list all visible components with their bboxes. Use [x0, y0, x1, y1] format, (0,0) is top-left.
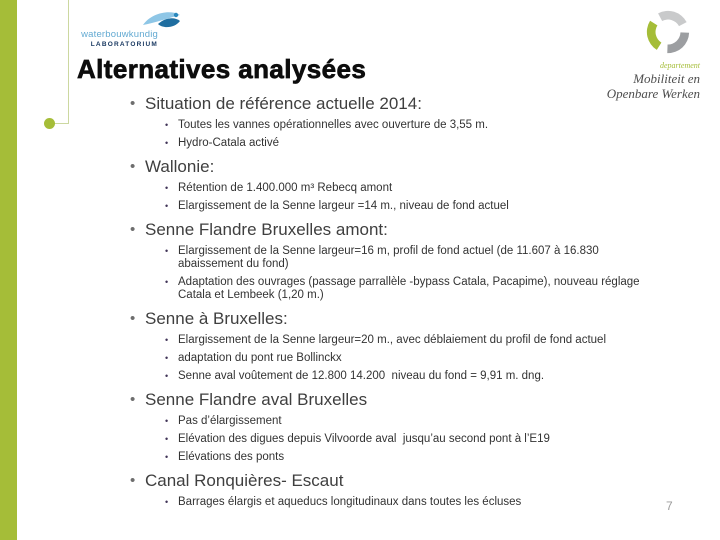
section-heading	[130, 390, 646, 409]
sub-item-text: Barrages élargis et aqueducs longitudinaux dans toutes les écluses	[178, 496, 522, 508]
sub-bullet-icon: •	[165, 497, 169, 507]
logo-right-department: departement	[660, 61, 700, 70]
sub-bullet-icon: •	[165, 120, 169, 130]
section	[130, 471, 646, 509]
sub-bullet-icon: •	[165, 416, 169, 426]
bullet-icon: •	[130, 158, 136, 175]
sub-bullet-icon: •	[165, 183, 169, 193]
decorative-vertical-line	[68, 0, 69, 124]
bullet-icon: •	[130, 310, 136, 327]
sub-item	[130, 334, 646, 347]
sub-item	[130, 200, 646, 213]
sub-item-text: adaptation du pont rue Bollinckx	[178, 352, 342, 364]
sub-item-text: Toutes les vannes opérationnelles avec ouverture de 3,55 m.	[178, 119, 489, 131]
logo-left-subname: LABORATORIUM	[90, 40, 158, 48]
sub-item	[130, 119, 646, 132]
section-heading	[130, 157, 646, 176]
bullet-icon: •	[130, 95, 136, 112]
bullet-list	[130, 94, 646, 516]
sub-item	[130, 245, 646, 271]
sub-item	[130, 352, 646, 365]
bullet-icon: •	[130, 472, 136, 489]
left-accent-bar	[0, 0, 17, 540]
sub-item	[130, 137, 646, 150]
section-heading-text: Situation de référence actuelle 2014:	[145, 94, 422, 113]
sub-item-text: Senne aval voûtement de 12.800 14.200 niveau du fond = 9,91 m. dng.	[178, 370, 545, 382]
logo-right-line1: Mobiliteit en	[633, 71, 700, 86]
section-heading-text: Senne Flandre Bruxelles amont:	[145, 220, 388, 239]
decorative-horizontal-line	[54, 123, 68, 124]
sub-bullet-icon: •	[165, 353, 169, 363]
sub-bullet-icon: •	[165, 335, 169, 345]
sub-bullet-icon: •	[165, 138, 169, 148]
sub-bullet-icon: •	[165, 434, 169, 444]
sub-item-text: Elévation des digues depuis Vilvoorde aval jusqu’au second pont à l’E19	[178, 433, 550, 445]
sub-bullet-icon: •	[165, 246, 169, 256]
sub-item-text: Elargissement de la Senne largeur=16 m, profil de fond actuel (de 11.607 à 16.830 abaissement du fond)	[178, 245, 602, 270]
page-number: 7	[666, 499, 673, 513]
logo-right-line2: Openbare Werken	[606, 86, 700, 101]
sub-bullet-icon: •	[165, 201, 169, 211]
sub-item-text: Elévations des ponts	[178, 451, 285, 463]
section-heading-text: Wallonie:	[145, 157, 215, 176]
waterbouwkundig-laboratorium-logo	[74, 10, 158, 48]
sub-item-text: Pas d’élargissement	[178, 415, 282, 427]
mow-pinwheel-icon	[642, 8, 694, 56]
sub-item	[130, 182, 646, 195]
section-heading	[130, 220, 646, 239]
sub-item-text: Elargissement de la Senne largeur=20 m., avec déblaiement du profil de fond actuel	[178, 334, 606, 346]
sub-item-text: Rétention de 1.400.000 m³ Rebecq amont	[178, 182, 393, 194]
logo-left-name: waterbouwkundig	[81, 29, 158, 40]
mow-department-logo	[580, 8, 700, 100]
sub-item	[130, 496, 646, 509]
section-heading-text: Canal Ronquières- Escaut	[145, 471, 344, 490]
section	[130, 220, 646, 302]
sub-item	[130, 415, 646, 428]
decorative-green-dot	[44, 118, 55, 129]
bullet-icon: •	[130, 221, 136, 238]
sub-item	[130, 370, 646, 383]
section-heading	[130, 471, 646, 490]
slide-title: Alternatives analysées	[77, 54, 367, 84]
waterbouwkundig-swoosh-icon	[142, 10, 182, 34]
sub-item-text: Adaptation des ouvrages (passage parrallèle -bypass Catala, Pacapime), nouveau réglage Catala et Lembeek (1,20 m.)	[178, 276, 643, 301]
sub-bullet-icon: •	[165, 452, 169, 462]
bullet-icon: •	[130, 391, 136, 408]
sub-item	[130, 433, 646, 446]
section-heading-text: Senne à Bruxelles:	[145, 309, 288, 328]
sub-bullet-icon: •	[165, 371, 169, 381]
sub-item-text: Elargissement de la Senne largeur =14 m., niveau de fond actuel	[178, 200, 509, 212]
sub-item	[130, 276, 646, 302]
section-heading-text: Senne Flandre aval Bruxelles	[145, 390, 368, 409]
section-heading	[130, 309, 646, 328]
section-heading	[130, 94, 646, 113]
section	[130, 390, 646, 464]
section	[130, 94, 646, 150]
section	[130, 157, 646, 213]
section	[130, 309, 646, 383]
sub-item-text: Hydro-Catala activé	[178, 137, 279, 149]
sub-bullet-icon: •	[165, 277, 169, 287]
sub-item	[130, 451, 646, 464]
